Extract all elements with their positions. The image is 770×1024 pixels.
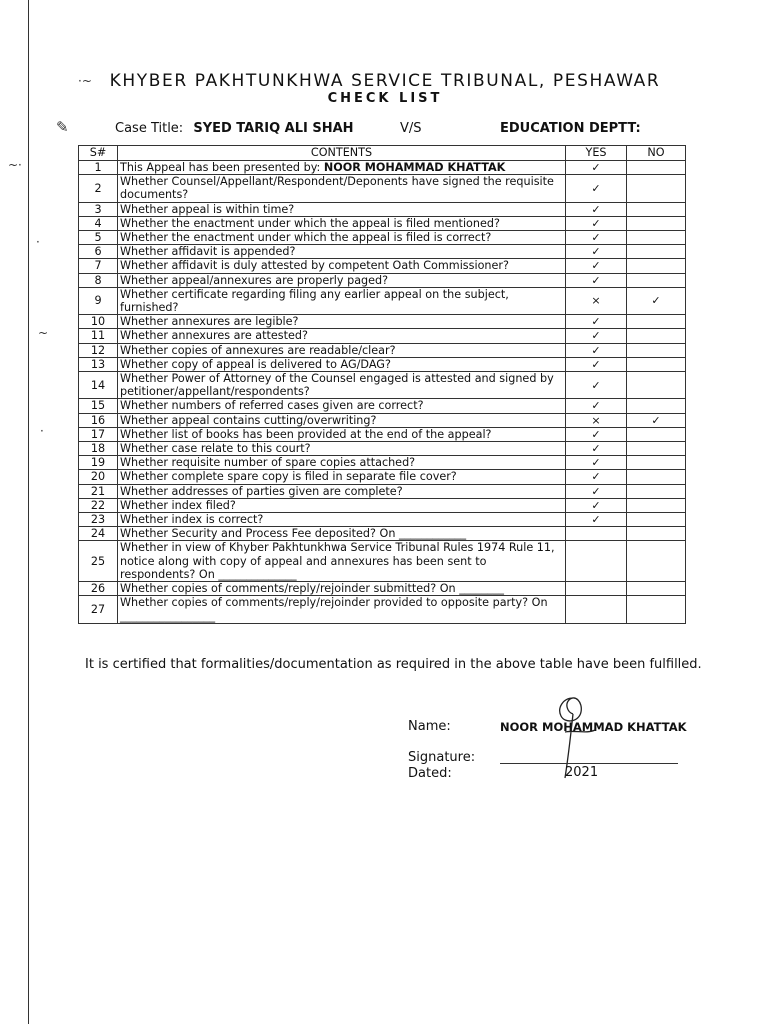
checklist-header-row bbox=[79, 146, 686, 161]
table-row bbox=[79, 287, 686, 314]
table-row bbox=[79, 513, 686, 527]
row-contents bbox=[118, 259, 566, 273]
certification-text: It is certified that formalities/documentation as required in the above table have been fulfilled. bbox=[85, 657, 702, 672]
yes-mark: × bbox=[566, 287, 627, 314]
no-mark bbox=[627, 372, 686, 399]
row-text: Whether list of books has been provided at the end of the appeal? bbox=[120, 427, 492, 441]
dated-value: 2021 bbox=[565, 765, 599, 780]
row-number: 4 bbox=[79, 216, 118, 230]
table-row bbox=[79, 596, 686, 623]
yes-mark: ✓ bbox=[566, 329, 627, 343]
signatory-name: NOOR MOHAMMAD KHATTAK bbox=[500, 720, 687, 734]
row-number: 16 bbox=[79, 413, 118, 427]
presenter-name: NOOR MOHAMMAD KHATTAK bbox=[323, 161, 506, 174]
table-row bbox=[79, 231, 686, 245]
no-mark bbox=[627, 399, 686, 413]
row-text: Whether certificate regarding filing any earlier appeal on the subject, furnished? bbox=[120, 287, 509, 315]
table-row bbox=[79, 161, 686, 175]
yes-mark: ✓ bbox=[566, 456, 627, 470]
row-text: Whether index filed? bbox=[120, 498, 236, 512]
row-text: Whether Security and Process Fee deposited? On ____________ bbox=[120, 527, 467, 541]
table-row bbox=[79, 202, 686, 216]
row-contents bbox=[118, 413, 566, 427]
page-edge-rule bbox=[28, 0, 29, 1024]
checklist-body bbox=[79, 161, 686, 624]
yes-mark: × bbox=[566, 413, 627, 427]
row-text: Whether appeal/annexures are properly paged? bbox=[120, 273, 389, 287]
table-row bbox=[79, 343, 686, 357]
row-text: Whether appeal is within time? bbox=[120, 202, 295, 216]
no-mark bbox=[627, 175, 686, 202]
yes-mark: ✓ bbox=[566, 273, 627, 287]
row-number: 3 bbox=[79, 202, 118, 216]
row-contents bbox=[118, 175, 566, 202]
scan-mark: · bbox=[40, 424, 44, 438]
row-number: 26 bbox=[79, 582, 118, 596]
scan-mark: ✎ bbox=[56, 118, 69, 136]
row-contents bbox=[118, 343, 566, 357]
row-text: Whether affidavit is appended? bbox=[120, 245, 296, 259]
row-text: Whether copies of comments/reply/rejoinder provided to opposite party? On _________________ bbox=[120, 596, 548, 623]
no-mark bbox=[627, 202, 686, 216]
row-number: 12 bbox=[79, 343, 118, 357]
yes-mark: ✓ bbox=[566, 216, 627, 230]
row-number: 14 bbox=[79, 372, 118, 399]
row-text: Whether requisite number of spare copies attached? bbox=[120, 456, 416, 470]
no-mark bbox=[627, 245, 686, 259]
row-contents bbox=[118, 231, 566, 245]
row-number: 21 bbox=[79, 484, 118, 498]
dated-label: Dated: bbox=[408, 766, 452, 781]
no-mark bbox=[627, 216, 686, 230]
row-number: 20 bbox=[79, 470, 118, 484]
yes-mark bbox=[566, 541, 627, 582]
table-row bbox=[79, 216, 686, 230]
no-mark bbox=[627, 596, 686, 623]
table-row bbox=[79, 541, 686, 582]
versus-label: V/S bbox=[400, 121, 422, 136]
row-number: 10 bbox=[79, 315, 118, 329]
row-text: This Appeal has been presented by: bbox=[120, 161, 321, 174]
row-number: 22 bbox=[79, 498, 118, 512]
row-number: 23 bbox=[79, 513, 118, 527]
row-contents bbox=[118, 456, 566, 470]
scan-mark: ~· bbox=[8, 158, 22, 172]
row-contents bbox=[118, 527, 566, 541]
no-mark bbox=[627, 484, 686, 498]
row-contents bbox=[118, 357, 566, 371]
row-contents bbox=[118, 202, 566, 216]
yes-mark: ✓ bbox=[566, 245, 627, 259]
no-mark bbox=[627, 527, 686, 541]
row-contents bbox=[118, 541, 566, 582]
case-title-label: Case Title: bbox=[115, 121, 184, 136]
table-row bbox=[79, 399, 686, 413]
no-mark bbox=[627, 161, 686, 175]
row-number: 19 bbox=[79, 456, 118, 470]
no-mark bbox=[627, 541, 686, 582]
no-mark bbox=[627, 470, 686, 484]
no-mark bbox=[627, 273, 686, 287]
table-row bbox=[79, 259, 686, 273]
row-number: 5 bbox=[79, 231, 118, 245]
table-row bbox=[79, 470, 686, 484]
checklist-table bbox=[78, 145, 686, 624]
table-row bbox=[79, 484, 686, 498]
appellant-name: SYED TARIQ ALI SHAH bbox=[193, 121, 354, 136]
row-number: 2 bbox=[79, 175, 118, 202]
table-row bbox=[79, 175, 686, 202]
no-mark bbox=[627, 513, 686, 527]
row-text: Whether the enactment under which the appeal is filed mentioned? bbox=[120, 216, 500, 230]
yes-mark bbox=[566, 527, 627, 541]
name-label: Name: bbox=[408, 719, 451, 734]
row-number: 24 bbox=[79, 527, 118, 541]
row-text: Whether numbers of referred cases given are correct? bbox=[120, 399, 424, 413]
yes-mark: ✓ bbox=[566, 498, 627, 512]
yes-mark: ✓ bbox=[566, 357, 627, 371]
no-mark: ✓ bbox=[627, 287, 686, 314]
header-no: NO bbox=[627, 146, 686, 161]
table-row bbox=[79, 329, 686, 343]
row-contents bbox=[118, 329, 566, 343]
yes-mark: ✓ bbox=[566, 427, 627, 441]
row-number: 13 bbox=[79, 357, 118, 371]
yes-mark: ✓ bbox=[566, 175, 627, 202]
no-mark bbox=[627, 315, 686, 329]
document-subtitle: CHECK LIST bbox=[327, 91, 443, 106]
row-text: Whether Power of Attorney of the Counsel engaged is attested and signed by petitioner/appellant/respondents? bbox=[120, 372, 554, 399]
scan-mark: · bbox=[36, 235, 40, 249]
row-text: Whether annexures are attested? bbox=[120, 329, 308, 343]
row-number: 7 bbox=[79, 259, 118, 273]
row-number: 17 bbox=[79, 427, 118, 441]
row-contents bbox=[118, 216, 566, 230]
scan-mark: ~ bbox=[38, 326, 49, 340]
row-contents bbox=[118, 287, 566, 314]
row-contents bbox=[118, 470, 566, 484]
row-number: 25 bbox=[79, 541, 118, 582]
row-number: 27 bbox=[79, 596, 118, 623]
table-row bbox=[79, 456, 686, 470]
row-contents bbox=[118, 596, 566, 623]
table-row bbox=[79, 427, 686, 441]
row-contents bbox=[118, 484, 566, 498]
table-row bbox=[79, 442, 686, 456]
row-text: Whether complete spare copy is filed in separate file cover? bbox=[120, 470, 457, 484]
yes-mark: ✓ bbox=[566, 399, 627, 413]
no-mark bbox=[627, 329, 686, 343]
row-number: 9 bbox=[79, 287, 118, 314]
no-mark bbox=[627, 427, 686, 441]
document-title: KHYBER PAKHTUNKHWA SERVICE TRIBUNAL, PESHAWAR bbox=[109, 71, 661, 91]
row-number: 18 bbox=[79, 442, 118, 456]
signature-line bbox=[500, 763, 678, 764]
yes-mark: ✓ bbox=[566, 161, 627, 175]
table-row bbox=[79, 498, 686, 512]
row-text: Whether addresses of parties given are complete? bbox=[120, 484, 403, 498]
yes-mark: ✓ bbox=[566, 202, 627, 216]
table-row bbox=[79, 372, 686, 399]
no-mark bbox=[627, 498, 686, 512]
row-text: Whether affidavit is duly attested by competent Oath Commissioner? bbox=[120, 259, 509, 273]
header-contents: CONTENTS bbox=[118, 146, 566, 161]
respondent-name: EDUCATION DEPTT: bbox=[500, 121, 641, 136]
row-number: 8 bbox=[79, 273, 118, 287]
yes-mark bbox=[566, 582, 627, 596]
no-mark bbox=[627, 456, 686, 470]
row-contents bbox=[118, 161, 566, 175]
header-yes: YES bbox=[566, 146, 627, 161]
no-mark bbox=[627, 582, 686, 596]
table-row bbox=[79, 315, 686, 329]
row-number: 11 bbox=[79, 329, 118, 343]
row-contents bbox=[118, 498, 566, 512]
row-contents bbox=[118, 245, 566, 259]
table-row bbox=[79, 273, 686, 287]
no-mark bbox=[627, 442, 686, 456]
row-text: Whether the enactment under which the appeal is filed is correct? bbox=[120, 231, 492, 245]
row-text: Whether index is correct? bbox=[120, 513, 264, 527]
row-number: 6 bbox=[79, 245, 118, 259]
no-mark: ✓ bbox=[627, 413, 686, 427]
yes-mark: ✓ bbox=[566, 470, 627, 484]
scan-mark: ·~ bbox=[78, 74, 92, 88]
row-contents bbox=[118, 513, 566, 527]
row-contents bbox=[118, 315, 566, 329]
no-mark bbox=[627, 357, 686, 371]
table-row bbox=[79, 582, 686, 596]
table-row bbox=[79, 413, 686, 427]
table-row bbox=[79, 245, 686, 259]
yes-mark: ✓ bbox=[566, 484, 627, 498]
signature-label: Signature: bbox=[408, 750, 476, 765]
case-title-row bbox=[115, 121, 641, 136]
yes-mark: ✓ bbox=[566, 315, 627, 329]
row-text: Whether copies of annexures are readable/clear? bbox=[120, 343, 396, 357]
row-contents bbox=[118, 372, 566, 399]
yes-mark: ✓ bbox=[566, 513, 627, 527]
row-contents bbox=[118, 582, 566, 596]
no-mark bbox=[627, 343, 686, 357]
header-sn: S# bbox=[79, 146, 118, 161]
row-text: Whether annexures are legible? bbox=[120, 315, 299, 329]
no-mark bbox=[627, 231, 686, 245]
row-number: 15 bbox=[79, 399, 118, 413]
row-text: Whether Counsel/Appellant/Respondent/Deponents have signed the requisite documents? bbox=[120, 175, 554, 202]
row-contents bbox=[118, 399, 566, 413]
row-number: 1 bbox=[79, 161, 118, 175]
yes-mark: ✓ bbox=[566, 231, 627, 245]
row-contents bbox=[118, 427, 566, 441]
row-text: Whether case relate to this court? bbox=[120, 442, 311, 456]
no-mark bbox=[627, 259, 686, 273]
yes-mark: ✓ bbox=[566, 372, 627, 399]
row-contents bbox=[118, 273, 566, 287]
row-text: Whether appeal contains cutting/overwriting? bbox=[120, 413, 377, 427]
row-text: Whether copy of appeal is delivered to AG/DAG? bbox=[120, 357, 391, 371]
table-row bbox=[79, 357, 686, 371]
yes-mark: ✓ bbox=[566, 442, 627, 456]
row-text: Whether in view of Khyber Pakhtunkhwa Service Tribunal Rules 1974 Rule 11, notice along with copy of appeal and annexures has been sent to respondents? On ______________ bbox=[120, 541, 555, 581]
yes-mark bbox=[566, 596, 627, 623]
yes-mark: ✓ bbox=[566, 259, 627, 273]
table-row bbox=[79, 527, 686, 541]
row-text: Whether copies of comments/reply/rejoinder submitted? On ________ bbox=[120, 582, 504, 596]
yes-mark: ✓ bbox=[566, 343, 627, 357]
row-contents bbox=[118, 442, 566, 456]
